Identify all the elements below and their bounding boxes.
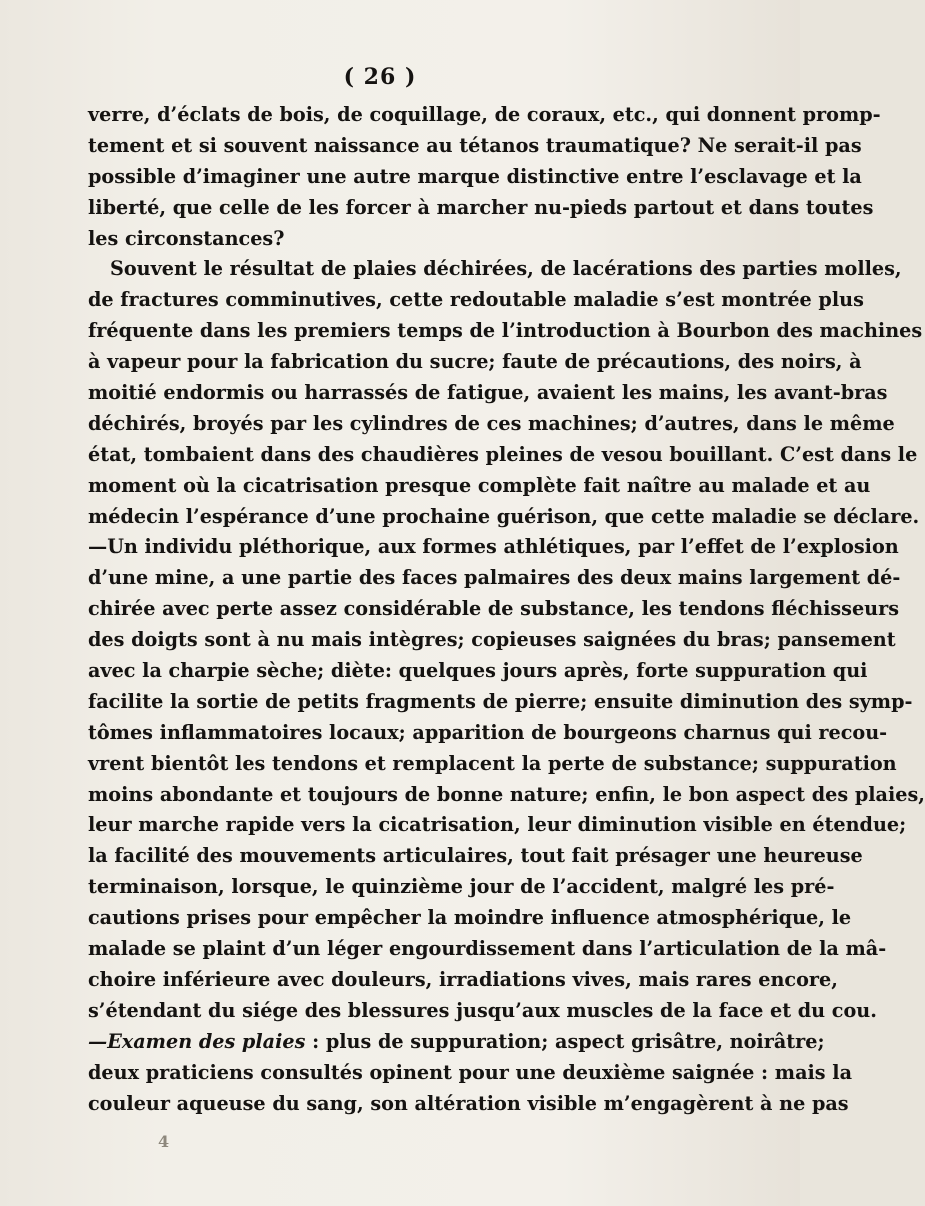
text-line: choire inférieure avec douleurs, irradiations vives, mais rares encore, — [88, 967, 838, 991]
page-number: ( 26 ) — [343, 64, 417, 90]
text-line: leur marche rapide vers la cicatrisation, leur diminution visible en étendue; — [88, 813, 907, 837]
text-line: vrent bientôt les tendons et remplacent la perte de substance; suppuration — [88, 751, 897, 775]
text-line: cautions prises pour empêcher la moindre influence atmosphérique, le — [88, 906, 852, 930]
text-line: liberté, que celle de les forcer à marcher nu-pieds partout et dans toutes — [88, 195, 874, 219]
text-line: deux praticiens consultés opinent pour une deuxième saignée : mais la — [88, 1060, 853, 1084]
exam-line — [88, 1027, 825, 1058]
text-line: des doigts sont à nu mais intègres; copieuses saignées du bras; pansement — [88, 628, 896, 652]
text-line: médecin l’espérance d’une prochaine guérison, que cette maladie se déclare. — [88, 504, 920, 528]
text-line: terminaison, lorsque, le quinzième jour de l’accident, malgré les pré- — [88, 875, 835, 899]
text-line: de fractures comminutives, cette redoutable maladie s’est montrée plus — [88, 288, 864, 312]
footer-mark: 4 — [158, 1132, 170, 1151]
text-line: déchirés, broyés par les cylindres de ces machines; d’autres, dans le même — [88, 411, 895, 435]
text-line: moitié endormis ou harrassés de fatigue, avaient les mains, les avant-bras — [88, 381, 888, 405]
exam-line-text: : plus de suppuration; aspect grisâtre, noirâtre; — [312, 1029, 825, 1053]
text-line: d’une mine, a une partie des faces palmaires des deux mains largement dé- — [88, 566, 901, 590]
text-line: fréquente dans les premiers temps de l’introduction à Bourbon des machines — [88, 319, 923, 343]
text-line: possible d’imaginer une autre marque distinctive entre l’esclavage et la — [88, 164, 862, 188]
text-line: moment où la cicatrisation presque complète fait naître au malade et au — [88, 473, 871, 497]
text-line: facilite la sortie de petits fragments de pierre; ensuite diminution des symp- — [88, 689, 913, 713]
text-line: avec la charpie sèche; diète: quelques jours après, forte suppuration qui — [88, 659, 868, 683]
text-line: tômes inflammatoires locaux; apparition de bourgeons charnus qui recou- — [88, 720, 888, 744]
text-line: malade se plaint d’un léger engourdissement dans l’articulation de la mâ- — [88, 937, 887, 961]
text-line: la facilité des mouvements articulaires, tout fait présager une heureuse — [88, 844, 863, 868]
body-text — [88, 100, 925, 1119]
text-line: —Un individu pléthorique, aux formes athlétiques, par l’effet de l’explosion — [88, 535, 899, 559]
text-line: verre, d’éclats de bois, de coquillage, de coraux, etc., qui donnent promp- — [88, 103, 881, 126]
text-line: à vapeur pour la fabrication du sucre; faute de précautions, des noirs, à — [88, 350, 862, 374]
paragraph-start-line: Souvent le résultat de plaies déchirées, de lacérations des parties molles, — [110, 257, 902, 281]
text-line: s’étendant du siége des blessures jusqu’aux muscles de la face et du cou. — [88, 998, 877, 1022]
text-line: couleur aqueuse du sang, son altération visible m’engagèrent à ne pas — [88, 1091, 849, 1115]
text-line: tement et si souvent naissance au tétanos traumatique? Ne serait-il pas — [88, 133, 862, 157]
text-line: moins abondante et toujours de bonne nature; enfin, le bon aspect des plaies, — [88, 782, 925, 806]
text-line: état, tombaient dans des chaudières pleines de vesou bouillant. C’est dans le — [88, 442, 918, 466]
text-line: les circonstances? — [88, 226, 285, 250]
text-line: chirée avec perte assez considérable de substance, les tendons fléchisseurs — [88, 597, 900, 621]
exam-heading: —Examen des plaies — [88, 1029, 306, 1053]
